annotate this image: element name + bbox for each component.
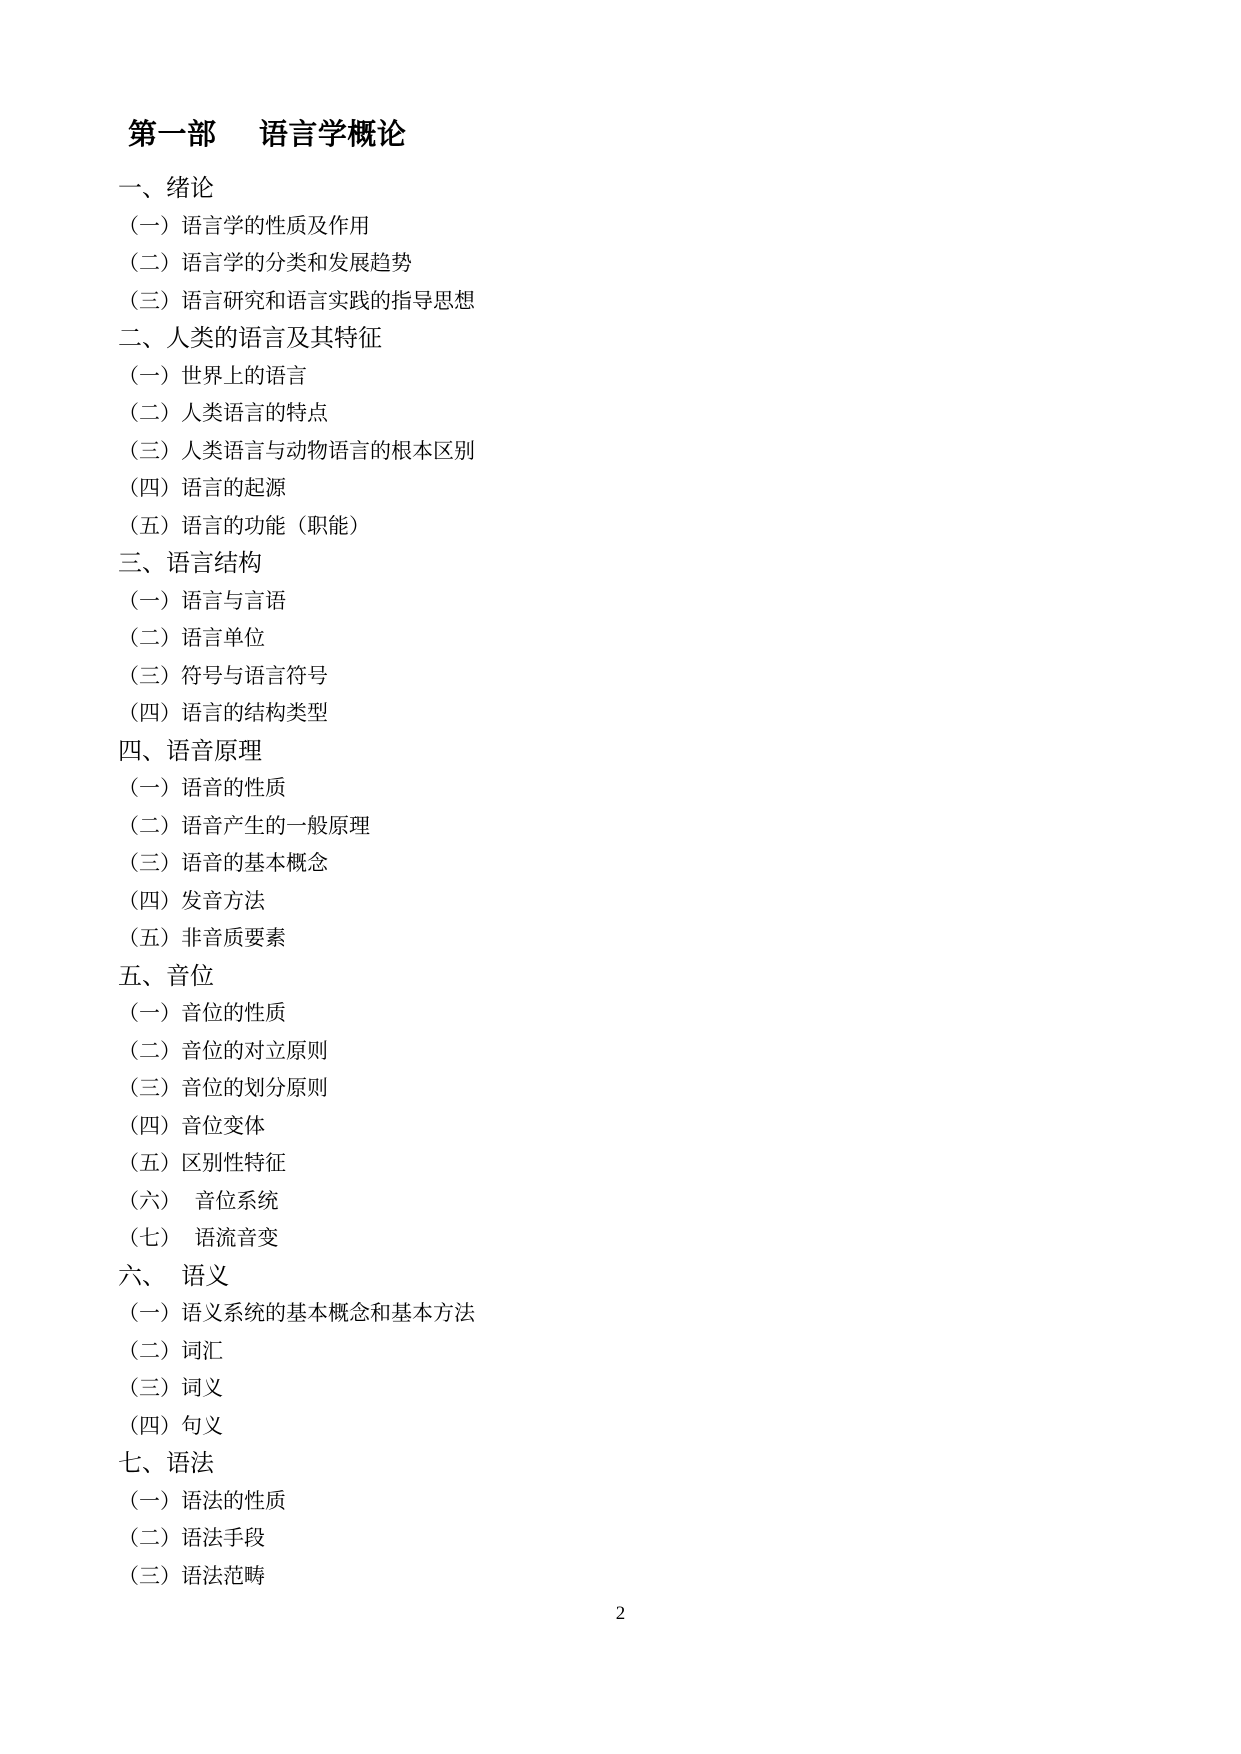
outline-item: （一）世界上的语言	[118, 363, 307, 388]
outline-item: （二）语言学的分类和发展趋势	[118, 251, 412, 275]
section-heading: 一、绪论	[118, 174, 214, 202]
outline-item: （一）语法的性质	[118, 1488, 286, 1513]
outline-item: （六） 音位系统	[118, 1188, 279, 1213]
outline-item: （五）区别性特征	[118, 1151, 286, 1175]
outline-item: （三）语言研究和语言实践的指导思想	[118, 288, 475, 313]
outline-item: （三）语音的基本概念	[118, 851, 328, 875]
section-heading: 三、语言结构	[118, 549, 262, 577]
outline-item: （二）音位的对立原则	[118, 1038, 328, 1063]
outline-item: （七） 语流音变	[118, 1226, 279, 1250]
outline-item: （四）音位变体	[118, 1113, 265, 1138]
outline-item: （一）音位的性质	[118, 1001, 286, 1025]
outline-item: （一）语言学的性质及作用	[118, 213, 370, 238]
section-heading: 五、音位	[118, 961, 214, 990]
section-heading: 四、语音原理	[118, 736, 262, 765]
outline-item: （五）语言的功能（职能）	[118, 513, 370, 538]
outline-item: （三）词义	[118, 1376, 223, 1400]
outline-item: （四）语言的起源	[118, 476, 286, 500]
section-heading: 六、 语义	[118, 1261, 230, 1290]
outline-item: （一）语音的性质	[118, 776, 286, 800]
outline-item: （二）人类语言的特点	[118, 401, 328, 425]
outline-item: （三）人类语言与动物语言的根本区别	[118, 438, 475, 463]
outline-item: （一）语言与言语	[118, 588, 286, 613]
outline-item: （二）语法手段	[118, 1526, 265, 1550]
outline-item: （四）句义	[118, 1413, 223, 1438]
page-title: 第一部 语言学概论	[128, 117, 407, 151]
outline-item: （三）符号与语言符号	[118, 663, 328, 688]
outline-item: （五）非音质要素	[118, 926, 286, 950]
outline-item: （一）语义系统的基本概念和基本方法	[118, 1301, 475, 1325]
outline	[118, 170, 1118, 1595]
outline-item: （三）音位的划分原则	[118, 1076, 328, 1100]
outline-item: （二）语音产生的一般原理	[118, 813, 370, 838]
outline-item: （二）词汇	[118, 1338, 223, 1363]
outline-item: （二）语言单位	[118, 626, 265, 650]
outline-item: （四）发音方法	[118, 888, 265, 913]
section-heading: 七、语法	[118, 1449, 214, 1477]
section-heading: 二、人类的语言及其特征	[118, 324, 382, 352]
outline-item: （四）语言的结构类型	[118, 701, 328, 725]
page-number: 2	[615, 1603, 626, 1624]
outline-item: （三）语法范畴	[118, 1563, 265, 1588]
